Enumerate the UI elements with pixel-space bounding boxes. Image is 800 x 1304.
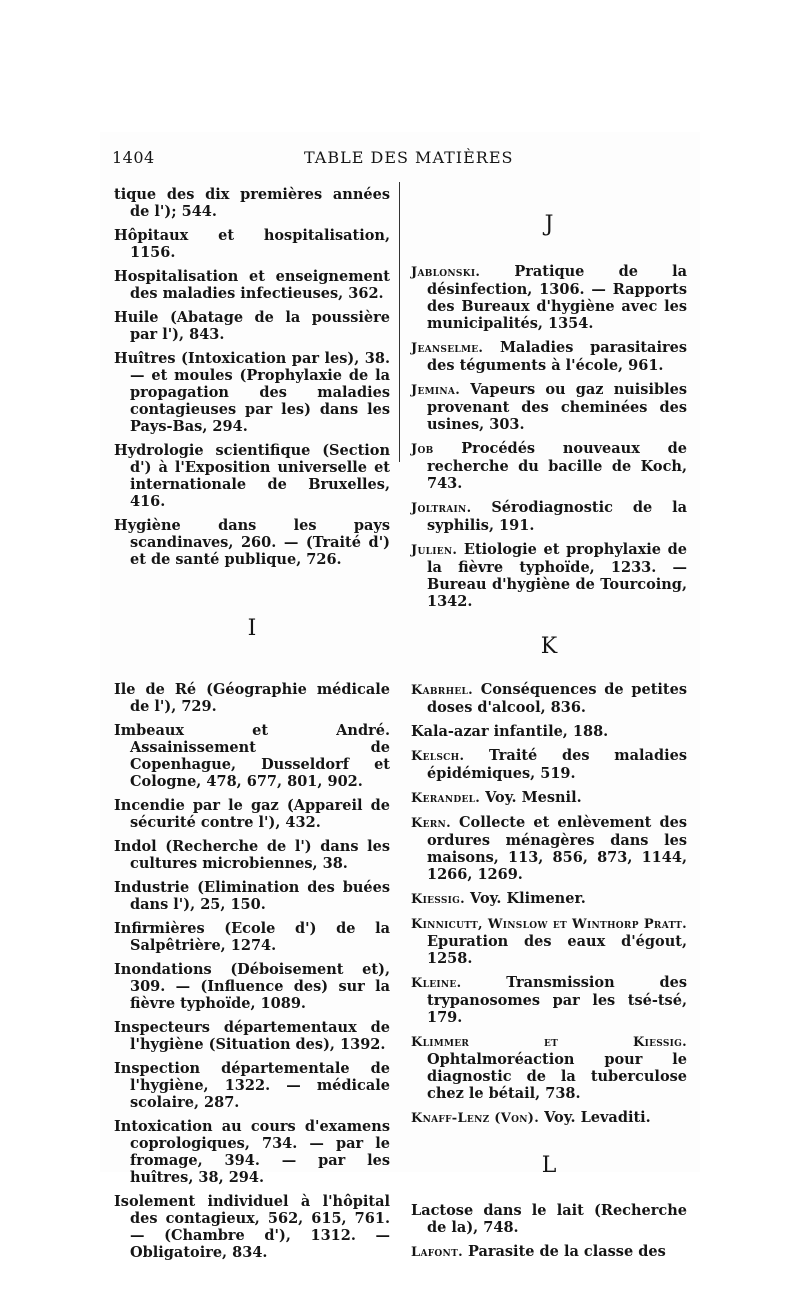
entry-text: Traité des maladies épidémiques, 519. — [427, 747, 687, 782]
author-name: Lafont. — [411, 1245, 463, 1260]
index-entry: Huile (Abatage de la poussière par l'), 843. — [114, 309, 390, 343]
entry-text: Maladies parasitaires des téguments à l'école, 961. — [427, 339, 687, 374]
author-name: Jablonski. — [411, 265, 481, 280]
author-name: Jemina. — [411, 383, 461, 398]
index-entry: Industrie (Elimination des buées dans l'), 25, 150. — [114, 879, 390, 913]
index-entry — [411, 723, 687, 740]
index-entry: Infirmières (Ecole d') de la Salpêtrière, 1274. — [114, 920, 390, 954]
column-divider — [399, 182, 400, 462]
author-name: Jeanselme. — [411, 341, 484, 356]
index-entry: Intoxication au cours d'examens coprologiques, 734. — par le fromage, 394. — par les huîtres, 38, 294. — [114, 1118, 390, 1186]
entry-text: Voy. Klimener. — [465, 890, 586, 907]
index-entry: Hygiène dans les pays scandinaves, 260. — (Traité d') et de santé publique, 726. — [114, 517, 390, 568]
section-letter-i: I — [247, 616, 257, 641]
index-entry: Indol (Recherche de l') dans les cultures microbiennes, 38. — [114, 838, 390, 872]
author-name: Kleine. — [411, 976, 462, 991]
index-entry: Isolement individuel à l'hôpital des contagieux, 562, 615, 761. — (Chambre d'), 1312. — Obligatoire, 834. — [114, 1193, 390, 1261]
entry-text: Parasite de la classe des — [462, 1243, 666, 1260]
index-entry — [411, 974, 687, 1026]
index-entry — [411, 814, 687, 883]
entry-text: Etiologie et prophylaxie de la fièvre typhoïde, 1233. — Bureau d'hygiène de Tourcoing, 1342. — [427, 541, 687, 610]
index-entry: Hôpitaux et hospitalisation, 1156. — [114, 227, 390, 261]
index-entry — [411, 1109, 687, 1127]
entries-k — [411, 681, 687, 1127]
author-name: Job — [411, 442, 434, 457]
entry-text: Voy. Levaditi. — [539, 1109, 651, 1126]
author-name: Kabrhel. — [411, 683, 473, 698]
index-entry — [411, 440, 687, 492]
author-name: Knaff-Lenz (Von). — [411, 1111, 540, 1126]
section-letter-k: K — [540, 634, 558, 659]
index-entry — [411, 339, 687, 374]
entry-text: Collecte et enlèvement des ordures ménagères dans les maisons, 113, 856, 873, 1144, 1266, 1269. — [427, 814, 687, 883]
author-name: Kinnicutt, Winslow et Winthorp Pratt. — [411, 917, 687, 932]
right-column — [411, 186, 687, 1268]
index-entry — [411, 1033, 687, 1102]
index-entry: Inspecteurs départementaux de l'hygiène (Situation des), 1392. — [114, 1019, 390, 1053]
author-name: Kiessig. — [411, 892, 465, 907]
entry-text: Kala-azar infantile, 188. — [411, 723, 609, 740]
author-name: Klimmer et Kiessig. — [411, 1035, 687, 1050]
author-name: Kern. — [411, 816, 451, 831]
index-entry: Imbeaux et André. Assainissement de Copenhague, Dusseldorf et Cologne, 478, 677, 801, 902. — [114, 722, 390, 790]
index-entry — [411, 789, 687, 807]
running-title: TABLE DES MATIÈRES — [304, 148, 514, 167]
index-entry: Incendie par le gaz (Appareil de sécurité contre l'), 432. — [114, 797, 390, 831]
entry-text: Sérodiagnostic de la syphilis, 191. — [427, 499, 687, 534]
entry-text: Vapeurs ou gaz nuisibles provenant des cheminées des usines, 303. — [427, 381, 687, 433]
page-number: 1404 — [112, 148, 155, 167]
entry-text: Procédés nouveaux de recherche du bacille de Koch, 743. — [427, 440, 687, 492]
index-entry — [411, 747, 687, 782]
entries-j — [411, 263, 687, 610]
index-entry — [411, 541, 687, 610]
page-header — [112, 148, 692, 172]
entry-text: Epuration des eaux d'égout, 1258. — [427, 933, 687, 967]
index-entry — [411, 499, 687, 534]
author-name: Kerandel. — [411, 791, 481, 806]
index-entry — [411, 890, 687, 908]
author-name: Joltrain. — [411, 501, 472, 516]
index-entry: Hydrologie scientifique (Section d') à l'Exposition universelle et internationale de Bruxelles, 416. — [114, 442, 390, 510]
index-entry — [411, 681, 687, 716]
entries-h — [114, 186, 390, 568]
index-entry: Inspection départementale de l'hygiène, 1322. — médicale scolaire, 287. — [114, 1060, 390, 1111]
author-name: Kelsch. — [411, 749, 465, 764]
section-letter-l: L — [541, 1153, 557, 1178]
index-entry: Inondations (Déboisement et), 309. — (Influence des) sur la fièvre typhoïde, 1089. — [114, 961, 390, 1012]
index-entry — [411, 381, 687, 433]
index-entry: Ile de Ré (Géographie médicale de l'), 729. — [114, 681, 390, 715]
entry-text: Ophtalmoréaction pour le diagnostic de la tuberculose chez le bétail, 738. — [427, 1051, 687, 1102]
entry-text: Lactose dans le lait (Recherche de la), 748. — [411, 1202, 687, 1236]
index-entry — [411, 915, 687, 967]
left-column — [114, 186, 390, 1268]
index-entry — [411, 1202, 687, 1236]
index-entry: Huîtres (Intoxication par les), 38. — et moules (Prophylaxie de la propagation des maladies contagieuses par les) dans les Pays-Bas, 294. — [114, 350, 390, 435]
entry-text: Transmission des trypanosomes par les tsé-tsé, 179. — [427, 974, 687, 1026]
index-entry — [411, 1243, 687, 1261]
section-letter-j: J — [544, 212, 554, 237]
index-entry: tique des dix premières années de l'); 544. — [114, 186, 390, 220]
entry-text: Conséquences de petites doses d'alcool, 836. — [427, 681, 687, 716]
entries-l — [411, 1202, 687, 1261]
author-name: Julien. — [411, 543, 458, 558]
index-entry: Hospitalisation et enseignement des maladies infectieuses, 362. — [114, 268, 390, 302]
index-entry — [411, 263, 687, 332]
entry-text: Voy. Mesnil. — [480, 789, 582, 806]
entry-text: Pratique de la désinfection, 1306. — Rapports des Bureaux d'hygiène avec les municipalités, 1354. — [427, 263, 687, 332]
entries-i — [114, 681, 390, 1261]
